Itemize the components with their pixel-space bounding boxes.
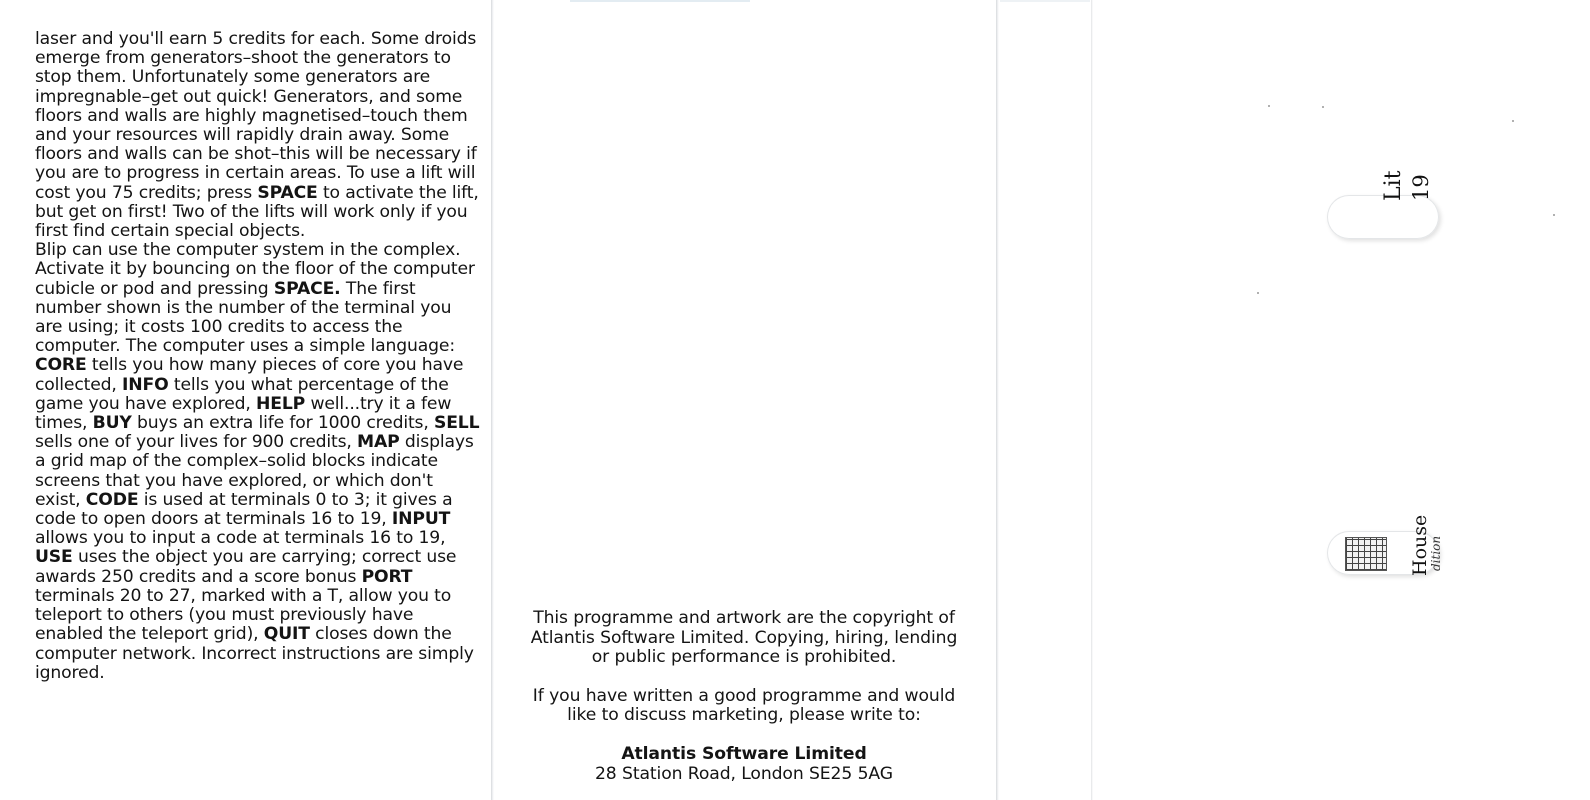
- command-keyword: USE: [35, 547, 73, 568]
- command-keyword: INPUT: [391, 509, 451, 530]
- command-keyword: CORE: [35, 355, 87, 376]
- fold-line-3: [1091, 0, 1093, 800]
- company-name: Atlantis Software Limited: [621, 743, 867, 764]
- fold-line-1: [491, 0, 494, 800]
- tab-top-text: Lit: [1381, 170, 1406, 201]
- submission-line: like to discuss marketing, please write to:: [567, 705, 921, 726]
- command-keyword: SPACE: [257, 182, 318, 203]
- building-illustration: [1345, 537, 1387, 571]
- copyright-line: or public performance is prohibited.: [591, 647, 897, 668]
- tab-bottom-text: dition: [1429, 535, 1443, 571]
- paper-speck: [1322, 106, 1324, 108]
- command-keyword: BUY: [92, 413, 132, 434]
- top-edge-tint: [570, 0, 750, 2]
- instructions-paragraph-2: Blip can use the computer system in the complex. Activate it by bouncing on the floor of the computer cubicle or pod and pressing SPACE. The first number shown is the number of the terminal you are using; it costs 100 credits to access the computer. The computer uses a simple language: CORE tells you how many pieces of core you have collected, INFO tells you what percentage of the game you have explored, HELP well...try it a few times, BUY buys an extra life for 1000 credits, SELL sells one of your lives for 900 credits, MAP displays a grid map of the complex–solid blocks indicate screens that you have explored, or which don't exist, CODE is used at terminals 0 to 3; it gives a code to open doors at terminals 16 to 19, INPUT allows you to input a code at terminals 16 to 19, USE uses the object you are carrying; correct use awards 250 credits and a score bonus PORT terminals 20 to 27, marked with a T, allow you to teleport to others (you must previously have enabled the teleport grid), QUIT closes down the computer network. Incorrect instructions are simply ignored.: [35, 240, 480, 683]
- tab-top-text: 19: [1409, 174, 1433, 201]
- command-keyword: QUIT: [263, 624, 310, 645]
- command-keyword: CODE: [85, 489, 139, 510]
- paper-speck: [1268, 105, 1270, 107]
- copyright-line: Atlantis Software Limited. Copying, hiring, lending: [530, 627, 958, 648]
- command-keyword: INFO: [122, 374, 169, 395]
- paper-speck: [1553, 214, 1555, 216]
- company-address: 28 Station Road, London SE25 5AG: [594, 763, 894, 784]
- top-edge-tint: [1000, 0, 1090, 2]
- copyright-panel: [512, 609, 976, 784]
- cut-out-tab-bottom: [1327, 514, 1443, 576]
- paper-speck: [1257, 292, 1259, 294]
- command-keyword: SELL: [433, 413, 480, 434]
- instructions-panel: [35, 30, 483, 683]
- command-keyword: PORT: [361, 566, 413, 587]
- cut-out-tab-top: [1327, 170, 1439, 239]
- fold-line-2: [996, 0, 999, 800]
- instructions-paragraph-1: laser and you'll earn 5 credits for each. Some droids emerge from generators–shoot the generators to stop them. Unfortunately some generators are impregnable–get out quick! Generators, and some floors and walls are highly magnetised–touch them and your resources will rapidly drain away. Some floors and walls can be shot–this will be necessary if you are to progress in certain areas. To use a lift will cost you 75 credits; press SPACE to activate the lift, but get on first! Two of the lifts will work only if you first find certain special objects.: [35, 29, 479, 242]
- command-keyword: MAP: [357, 432, 400, 453]
- tab-bottom-text: House: [1409, 514, 1431, 576]
- command-keyword: SPACE.: [273, 278, 341, 299]
- submission-line: If you have written a good programme and would: [532, 685, 956, 706]
- copyright-line: This programme and artwork are the copyright of: [533, 608, 955, 628]
- command-keyword: HELP: [256, 393, 306, 414]
- paper-speck: [1512, 120, 1514, 122]
